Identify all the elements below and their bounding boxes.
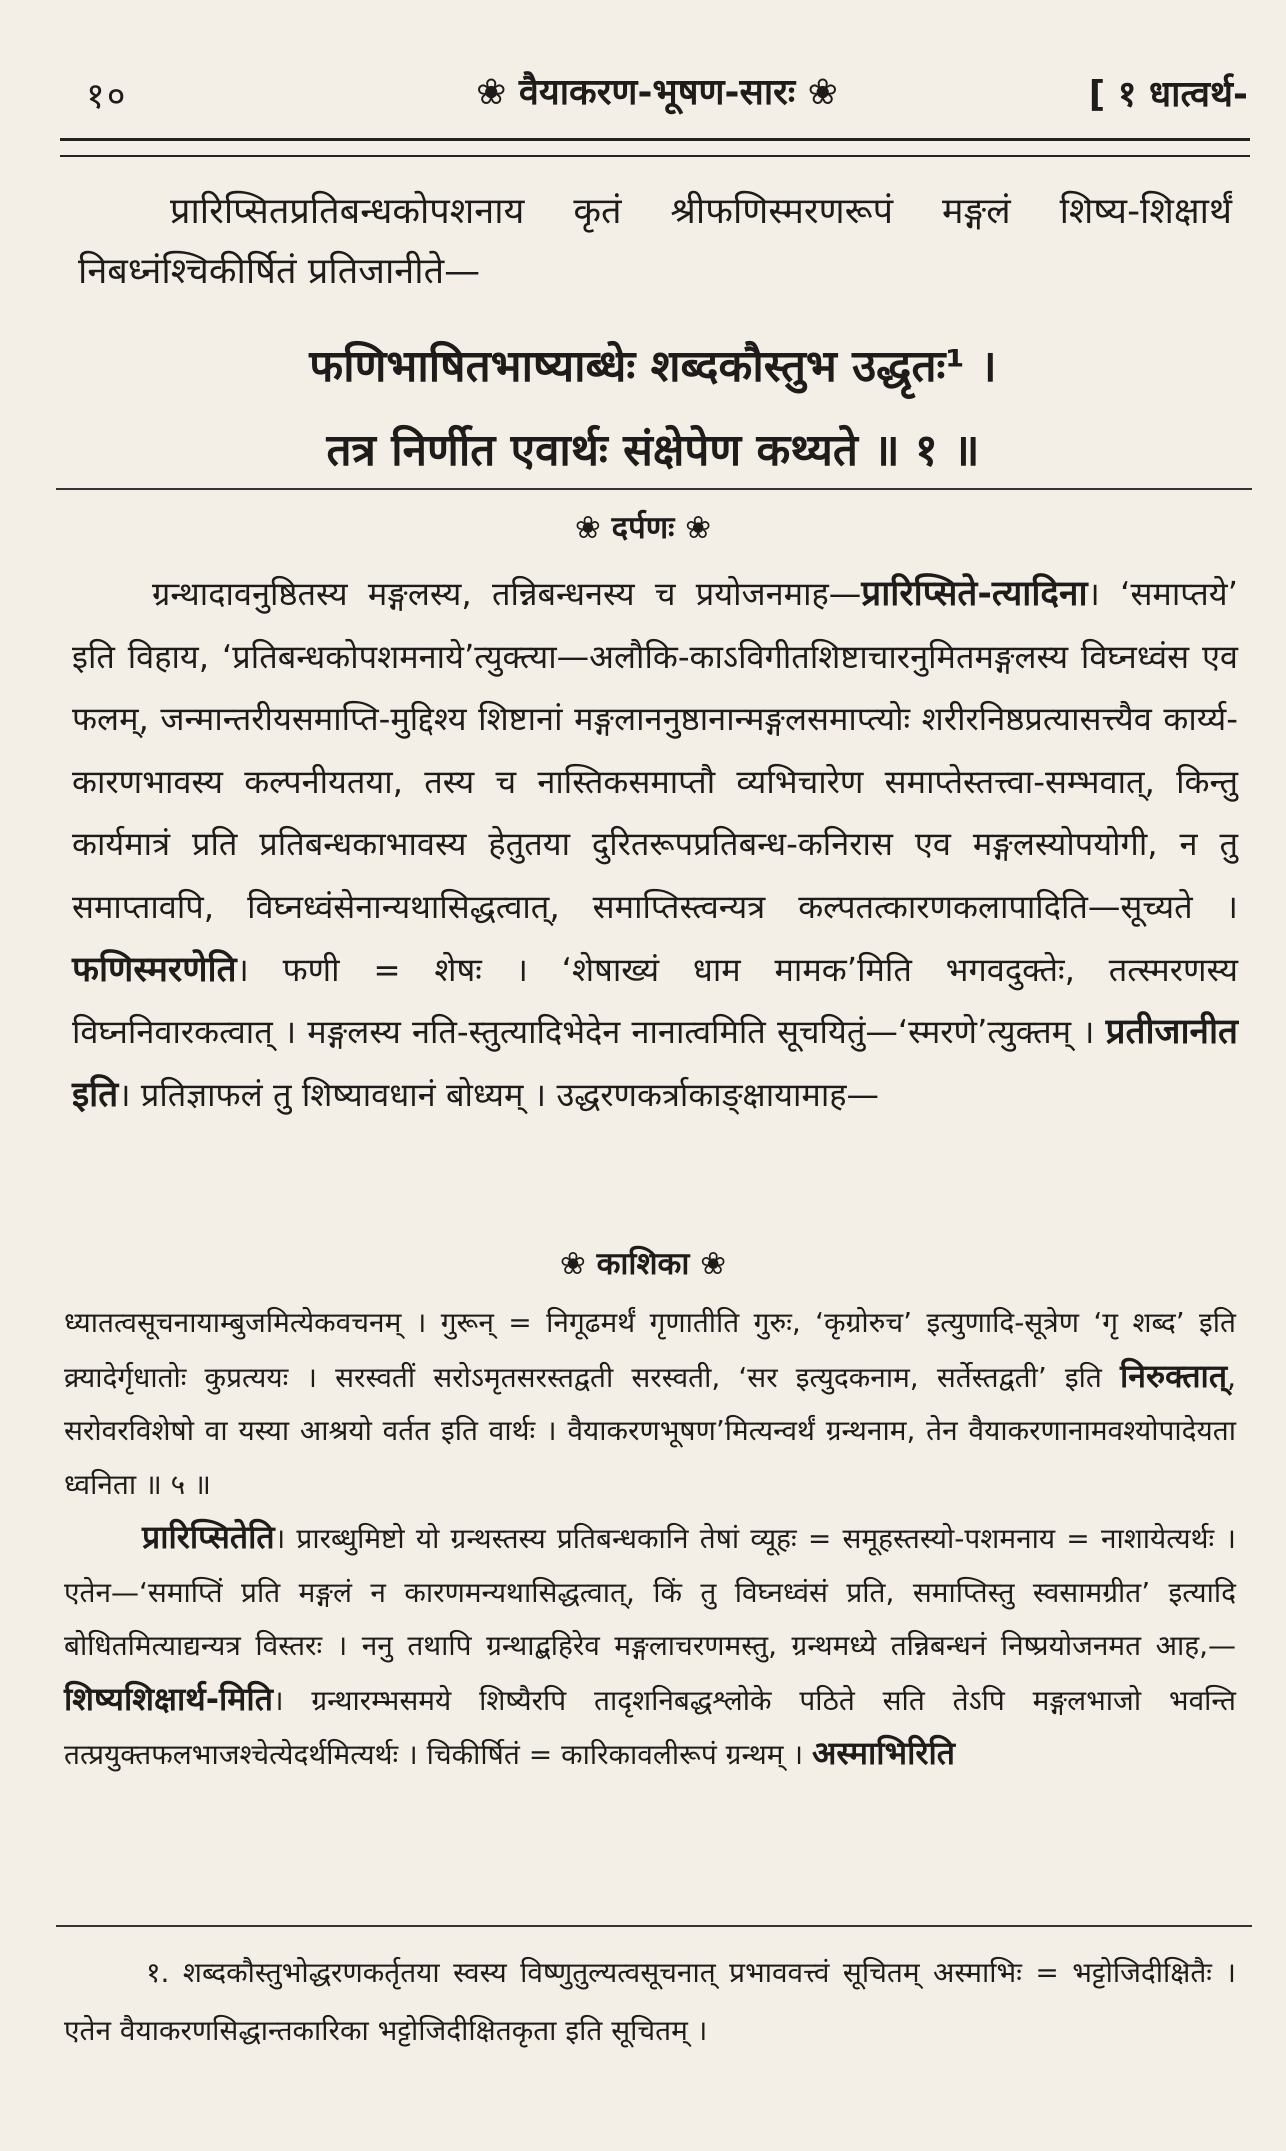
lemma-prarippsiteti: प्रारिप्सितेति bbox=[142, 1518, 275, 1556]
running-title: ❀ वैयाकरण-भूषण-सारः ❀ bbox=[476, 72, 838, 113]
verse-line-1: फणिभाषितभाष्याब्धेः शब्दकौस्तुभ उद्धृतः¹ । bbox=[309, 341, 997, 392]
intro-paragraph bbox=[78, 182, 1232, 302]
lemma-phanismarana: फणिस्मरणेति bbox=[72, 949, 237, 990]
darpana-commentary: ग्रन्थादावनुष्ठितस्य मङ्गलस्य, तन्निबन्धनस्य च प्रयोजनमाह—प्रारिप्सिते-त्यादिना। ‘समाप्तये’ इति विहाय, ‘प्रतिबन्धकोपशमनाये’त्युक्त्या—अलौकि-काऽविगीतशिष्टाचारनुमितमङ्गलस्य विघ्नध्वंस एव फलम्, जन्मान्तरीयसमाप्ति-मुद्दिश्य शिष्टानां मङ्गलाननुष्ठानान्मङ्गलसमाप्त्योः शरीरनिष्ठप्रत्यासत्त्यैव कार्य्य-कारणभावस्य कल्पनीयतया, तस्य च नास्तिकसमाप्तौ व्यभिचारेण समाप्तेस्तत्त्वा-सम्भवात्, किन्तु कार्यमात्रं प्रति प्रतिबन्धकाभावस्य हेतुतया दुरितरूपप्रतिबन्ध-कनिरास एव मङ्गलस्योपयोगी, न तु समाप्तावपि, विघ्नध्वंसेनान्यथासिद्धत्वात्, समाप्तिस्त्वन्यत्र कल्पतत्कारणकलापादिति—सूच्यते । फणिस्मरणेति। फणी = शेषः । ‘शेषाख्यं धाम मामक’मिति भगवदुक्तेः, तत्स्मरणस्य विघ्ननिवारकत्वात् । मङ्गलस्य नति-स्तुत्यादिभेदेन नानात्वमिति सूचयितुं—‘स्मरणे’त्युक्तम् । प्रतीजानीत इति। प्रतिज्ञाफलं तु शिष्यावधानं बोध्यम् । उद्धरणकर्त्राकाङ्क्षायामाह— bbox=[72, 574, 1238, 1115]
header-double-rule bbox=[60, 138, 1250, 157]
page-number: १० bbox=[86, 76, 128, 117]
footnote-number: १. bbox=[146, 1956, 170, 1989]
kashika-commentary: ध्यातत्वसूचनायाम्बुजमित्येकवचनम् । गुरून् = निगूढमर्थं गृणातीति गुरुः, ‘कृग्रोरुच’ इत्युणादि-सूत्रेण ‘गृ शब्द’ इति क्र्यादेर्गृधातोः कुप्रत्ययः । सरस्वतीं सरोऽमृतसरस्तद्वती सरस्वती, ‘सर इत्युदकनाम, सर्तेस्तद्वती’ इति निरुक्तात्, सरोवरविशेषो वा यस्या आश्रयो वर्तत इति वार्थः । वैयाकरणभूषण’मित्यन्वर्थं ग्रन्थनाम, तेन वैयाकरणानामवश्योपादेयता ध्वनिता ॥ ५ ॥ प्रारिप्सितेति। प्रारब्धुमिष्टो यो ग्रन्थस्तस्य प्रतिबन्धकानि तेषां व्यूहः = समूहस्तस्यो-पशमनाय = नाशायेत्यर्थः । एतेन—‘समाप्तिं प्रति मङ्गलं न कारणमन्यथासिद्धत्वात्, किं तु विघ्नध्वंसं प्रति, समाप्तिस्तु स्वसामग्रीत’ इत्यादि बोधितमित्याद्यन्यत्र विस्तरः । ननु तथापि ग्रन्थाद्बहिरेव मङ्गलाचरणमस्तु, ग्रन्थमध्ये तन्निबन्धनं निष्प्रयोजनमत आह,— शिष्यशिक्षार्थ-मिति। ग्रन्थारम्भसमये शिष्यैरपि तादृशनिबद्धश्लोके पठिते सति तेऽपि मङ्गलभाजो भवन्ति तत्प्रयुक्तफलभाजश्चेत्येदर्थमित्यर्थः । चिकीर्षितं = कारिकावलीरूपं ग्रन्थम् । अस्माभिरिति bbox=[64, 1306, 1236, 1772]
lemma-asmabhir: अस्माभिरिति bbox=[811, 1734, 955, 1772]
footnote-text: शब्दकौस्तुभोद्धरणकर्तृतया स्वस्य विष्णुतुल्यत्वसूचनात् प्रभाववत्त्वं सूचितम् अस्माभिः = भट्टोजिदीक्षितैः । एतेन वैयाकरणसिद्धान्तकारिका भट्टोजिदीक्षितकृता इति सूचितम् । bbox=[64, 1956, 1236, 2047]
page-header bbox=[66, 62, 1248, 122]
footnote-divider bbox=[56, 1925, 1252, 1927]
intro-text: प्रारिप्सितप्रतिबन्धकोपशनाय कृतं श्रीफणिस्मरणरूपं मङ्गलं शिष्य-शिक्षार्थं निबध्नंश्चिकीर्षितं प्रतिजानीते— bbox=[78, 191, 1232, 292]
footnote bbox=[64, 1944, 1236, 2060]
verse-line-2: तत्र निर्णीत एवार्थः संक्षेपेण कथ्यते ॥ १ ॥ bbox=[326, 425, 980, 476]
lemma-shishyashiksha: शिष्यशिक्षार्थ-मिति bbox=[64, 1679, 273, 1718]
kashika-heading: ❀ काशिका ❀ bbox=[559, 1246, 727, 1282]
lemma-prarippsita: प्रारिप्सिते-त्यादिना bbox=[861, 574, 1088, 614]
lemma-pratijanita: प्रतीजानीत इति bbox=[72, 1012, 1238, 1115]
verse-divider bbox=[56, 488, 1252, 490]
darpana-heading: ❀ दर्पणः ❀ bbox=[574, 510, 712, 546]
main-verse bbox=[60, 325, 1246, 493]
lemma-nirukta: निरुक्तात् bbox=[1119, 1356, 1228, 1395]
section-label: [ १ धात्वर्थ- bbox=[1088, 74, 1248, 115]
